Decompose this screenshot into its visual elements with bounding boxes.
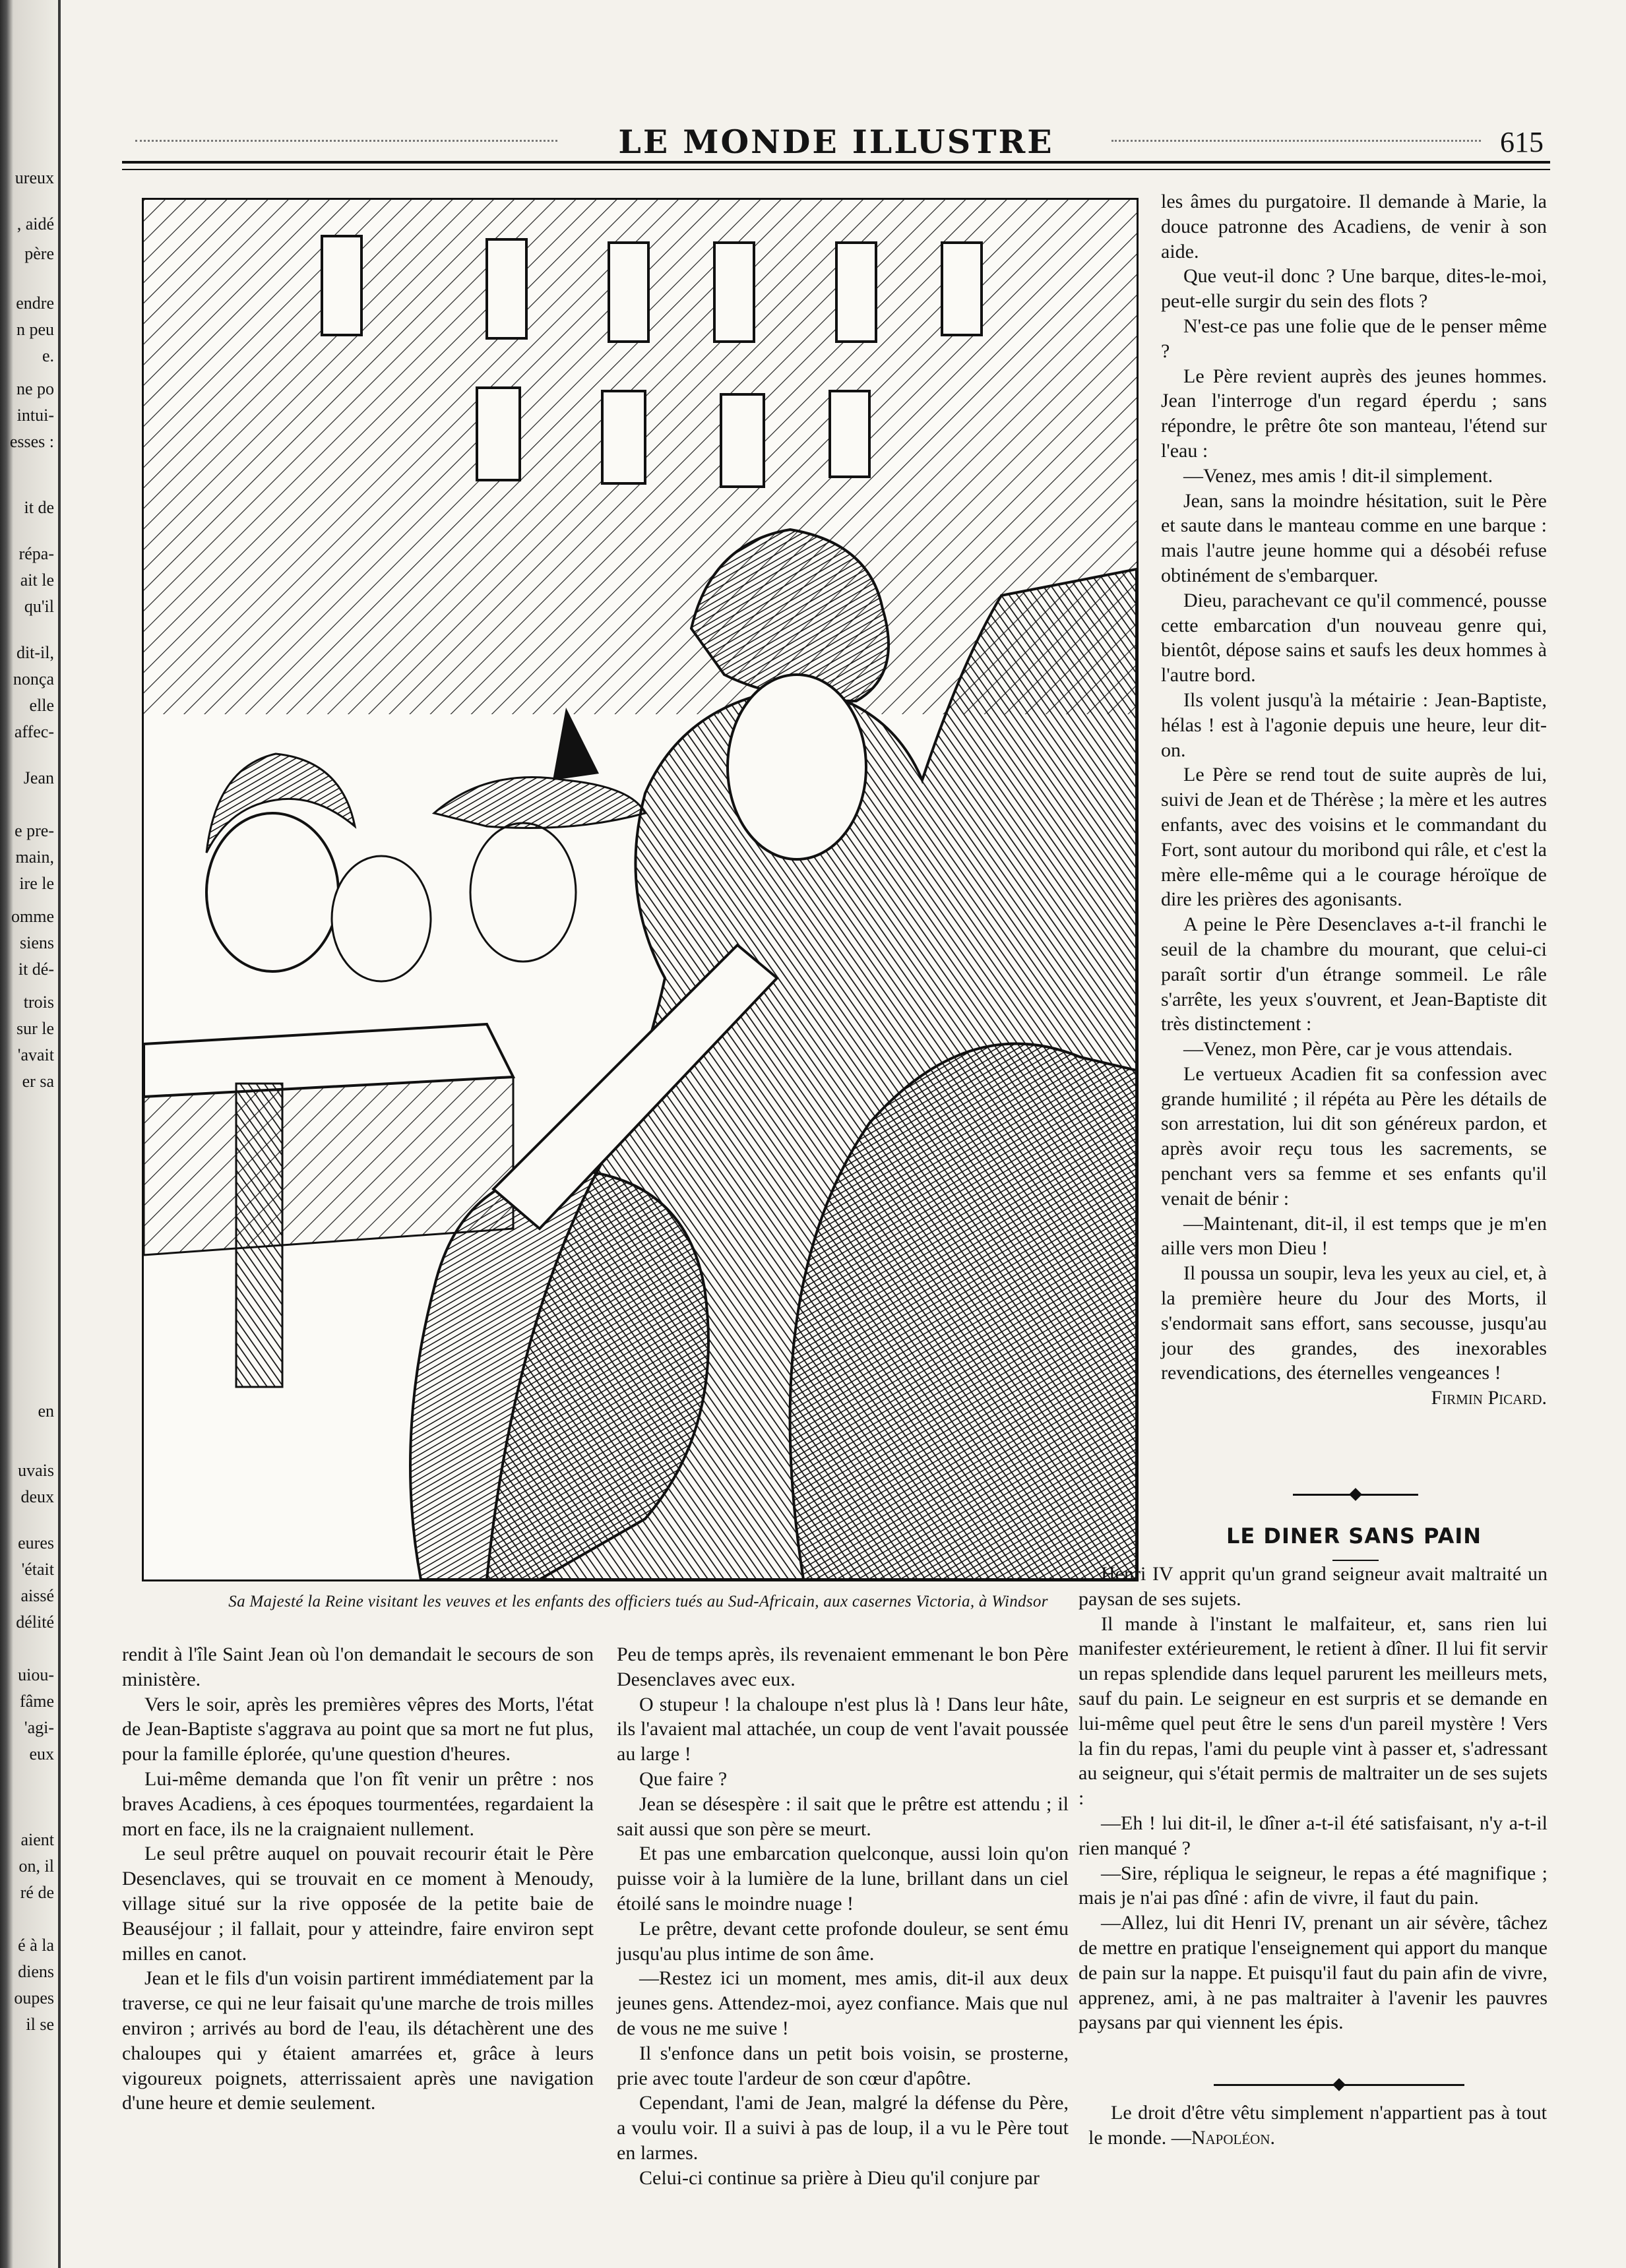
paragraph: —Venez, mon Père, car je vous attendais. — [1183, 1038, 1513, 1060]
fragment-line: esses : — [9, 432, 54, 451]
fragment-line: ait le — [20, 570, 54, 590]
fragment-line: affec- — [14, 722, 54, 741]
paragraph: Que faire ? — [639, 1767, 728, 1790]
paragraph: —Allez, lui dit Henri IV, prenant un air sévère, tâchez de mettre en pratique l'enseignement qui apport du manque de pain sur la nappe. Et puisqu'il faut du pain afin de vivre, apprenez, ami, à ne pas maltraiter à l'avenir les pauvres paysans par qui viennent les épis. — [1079, 1912, 1548, 2034]
paragraph: Jean se désespère : il sait que le prêtre est attendu ; il sait aussi que son père se meurt. — [617, 1793, 1069, 1840]
paragraph: —Venez, mes amis ! dit-il simplement. — [1183, 464, 1493, 487]
fragment-line: deux — [20, 1487, 54, 1506]
fragment-line: it dé- — [18, 960, 54, 979]
article-column-bottom-left — [122, 1642, 594, 2116]
page-number: 615 — [1500, 126, 1544, 158]
paragraph: Le prêtre, devant cette profonde douleur, se sent ému jusqu'au plus intime de son âme. — [617, 1917, 1069, 1965]
fragment-line: trois — [23, 993, 54, 1012]
paragraph: Lui-même demanda que l'on fît venir un prêtre : nos braves Acadiens, à ces époques tourmentées, regardaient la mort en face, ils ne la craignaient nullement. — [122, 1767, 594, 1840]
illustration-caption: Sa Majesté la Reine visitant les veuves et les enfants des officiers tués au Sud-Africain, aux casernes Victoria, à Windsor — [228, 1593, 1048, 1610]
fragment-line: 'agi- — [24, 1718, 54, 1737]
fragment-line: aissé — [20, 1586, 54, 1605]
quote-text: Le droit d'être vêtu simplement n'appartient pas à tout le monde. — — [1088, 2102, 1547, 2149]
fragment-line: main, — [15, 847, 54, 867]
paragraph: Celui-ci continue sa prière à Dieu qu'il conjure par — [639, 2166, 1040, 2189]
binding-edge — [58, 0, 61, 2268]
fragment-line: oupes — [14, 1988, 54, 2007]
paragraph: —Maintenant, dit-il, il est temps que je m'en aille vers mon Dieu ! — [1161, 1212, 1547, 1260]
fragment-line: ne po — [16, 379, 54, 398]
anecdote-column — [1079, 1562, 1548, 2035]
fragment-line: intui- — [16, 406, 54, 425]
fragment-line: é à la — [18, 1936, 54, 1955]
quote-author: Napoléon. — [1191, 2126, 1275, 2149]
fragment-line: ré de — [20, 1883, 54, 1902]
paragraph: Ils volent jusqu'à la métairie : Jean-Baptiste, hélas ! est à l'agonie depuis une heure, leur dit-on. — [1161, 689, 1547, 761]
fragment-line: elle — [29, 696, 54, 715]
engraving-drawing — [144, 200, 1137, 1579]
paragraph: Le Père se rend tout de suite auprès de lui, suivi de Jean et de Thérèse ; la mère et les autres enfants, avec des voisins et le commandant du Fort, sont autour du moribond qui râle, et c'est la mère elle-même qui a le courage héroïque de dire les prières des agonisants. — [1161, 764, 1547, 911]
quote-paragraph — [1088, 2100, 1547, 2151]
fragment-line: uvais — [18, 1461, 54, 1480]
fragment-line: en — [38, 1401, 54, 1421]
title-underline — [1332, 1560, 1379, 1561]
fragment-line: ureux — [15, 168, 54, 187]
fragment-line: il se — [26, 2015, 54, 2034]
header-rule-thin — [122, 169, 1550, 170]
paragraph: Peu de temps après, ils revenaient emmenant le bon Père Desenclaves avec eux. — [617, 1643, 1069, 1690]
section-title: LE DINER SANS PAIN — [1226, 1523, 1482, 1548]
fragment-line: diens — [18, 1962, 54, 1981]
article-column-right-top — [1161, 189, 1547, 1411]
fragment-line: uiou- — [18, 1665, 54, 1684]
fragment-line: 'était — [21, 1560, 54, 1579]
paragraph: Le vertueux Acadien fit sa confession avec grande humilité ; il répéta au Père les détails de son arrestation, lui dit son généreux pardon, et après avoir reçu tous les sacrements, se penchant vers sa femme et ses enfants qu'il venait de bénir : — [1161, 1062, 1547, 1210]
binding-shadow — [0, 0, 61, 2268]
fragment-line: qu'il — [24, 597, 54, 616]
quote-divider — [1214, 2084, 1464, 2086]
fragment-line: ire le — [19, 874, 54, 893]
paragraph: —Eh ! lui dit-il, le dîner a-t-il été satisfaisant, n'y a-t-il rien manqué ? — [1079, 1812, 1548, 1859]
paragraph: les âmes du purgatoire. Il demande à Marie, la douce patronne des Acadiens, de venir à son aide. — [1161, 191, 1547, 262]
fragment-line: it de — [24, 498, 54, 517]
section-divider — [1293, 1494, 1418, 1496]
paragraph: Dieu, parachevant ce qu'il commencé, pousse cette embarcation d'un nouveau genre qui, bientôt, dépose sains et saufs les deux hommes à l'autre bord. — [1161, 589, 1547, 687]
paragraph: N'est-ce pas une folie que de le penser même ? — [1161, 315, 1547, 362]
header-rule — [122, 161, 1550, 164]
fragment-line: endre — [16, 293, 54, 313]
fragment-line: 'avait — [17, 1045, 54, 1064]
fragment-line: eux — [29, 1744, 54, 1763]
fragment-line: sur le — [16, 1019, 54, 1038]
paragraph: Henri IV apprit qu'un grand seigneur avait maltraité un paysan de ses sujets. — [1079, 1563, 1548, 1610]
paragraph: rendit à l'île Saint Jean où l'on demandait le secours de son ministère. — [122, 1643, 594, 1690]
fragment-line: fâme — [20, 1692, 54, 1711]
fragment-line: siens — [20, 933, 54, 952]
fragment-line: Jean — [23, 768, 54, 787]
fragment-line: répa- — [18, 544, 54, 563]
paragraph: Il poussa un soupir, leva les yeux au ciel, et, à la première heure du Jour des Morts, il s'endormait sans effort, sans secousse, jusqu'au jour des grandes, des inexorables revendications, des éternelles vengeances ! — [1161, 1262, 1547, 1384]
fragment-line: père — [24, 244, 54, 263]
paragraph: —Restez ici un moment, mes amis, dit-il aux deux jeunes gens. Attendez-moi, ayez confiance. Mais que nul de vous ne me suive ! — [617, 1967, 1069, 2039]
fragment-line: on, il — [18, 1856, 54, 1876]
paragraph: Le Père revient auprès des jeunes hommes. Jean l'interroge d'un regard éperdu ; sans répondre, le prêtre ôte son manteau, l'étend sur l'eau : — [1161, 365, 1547, 462]
fragment-line: dit-il, — [16, 643, 54, 662]
engraving-illustration — [142, 198, 1139, 1581]
quotation — [1088, 2100, 1547, 2151]
fragment-line: n peu — [16, 320, 54, 339]
paragraph: Jean, sans la moindre hésitation, suit le Père et saute dans le manteau comme en une barque : mais l'autre jeune homme qui a désobéi refuse obtinément de s'embarquer. — [1161, 489, 1547, 586]
paragraph: Il s'enfonce dans un petit bois voisin, se prosterne, prie avec toute l'ardeur de son cœur d'apôtre. — [617, 2042, 1069, 2089]
fragment-line: er sa — [22, 1072, 54, 1091]
paragraph: Et pas une embarcation quelconque, aussi loin qu'on puisse voir à la lumière de la lune, brillant dans un ciel étoilé sans le moindre nuage ! — [617, 1843, 1069, 1915]
paragraph: Il mande à l'instant le malfaiteur, et, sans rien lui manifester extérieurement, le retient à dîner. Il lui fit servir un repas splendide dans lequel parurent les meilleurs mets, sauf du pain. Le seigneur en est surpris et se demande en lui-même quel peut être le sens d'un pareil mystère ! Vers la fin du repas, l'ami du peuple vint à passer et, s'adressant au seigneur, qui s'était permis de maltraiter un de ses sujets : — [1079, 1612, 1548, 1810]
paragraph: O stupeur ! la chaloupe n'est plus là ! Dans leur hâte, ils l'avaient mal attachée, un coup de vent l'avait poussée au large ! — [617, 1693, 1069, 1765]
paragraph: A peine le Père Desenclaves a-t-il franchi le seuil de la chambre du mourant, que celui-ci paraît sortir d'un étrange sommeil. Le râle s'arrête, les yeux s'ouvrent, et Jean-Baptiste dit très distinctement : — [1161, 913, 1547, 1035]
fragment-line: eures — [18, 1533, 54, 1552]
fragment-line: omme — [11, 907, 54, 926]
fragment-line: e pre- — [15, 821, 54, 840]
fragment-line: , aidé — [16, 214, 54, 233]
fragment-line: nonça — [13, 669, 54, 689]
author-signature: Firmin Picard. — [1431, 1387, 1547, 1409]
fragment-line: aient — [20, 1830, 54, 1849]
article-column-bottom-center — [617, 1642, 1069, 2191]
page-header — [122, 117, 1550, 164]
paragraph: Le seul prêtre auquel on pouvait recourir était le Père Desenclaves, qui se trouvait en ce moment à Menoudy, village situé sur la rive opposée de la petite baie de Beauséjour ; il fallait, pour y atteindre, faire environ sept milles en canot. — [122, 1843, 594, 1965]
paragraph: Que veut-il donc ? Une barque, dites-le-moi, peut-elle surgir du sein des flots ? — [1161, 265, 1547, 313]
paragraph: Jean et le fils d'un voisin partirent immédiatement par la traverse, ce qui ne leur faisait qu'une marche de trois milles environ ; arrivés au bord de l'eau, ils détachèrent une des chaloupes qui y étaient amarrées et, grâce à leurs vigoureux poignets, atterrissaient après une navigation d'une heure et demie seulement. — [122, 1967, 594, 2114]
paragraph: —Sire, répliqua le seigneur, le repas a été magnifique ; mais je n'ai pas dîné : afin de vivre, il faut du pain. — [1079, 1862, 1548, 1909]
masthead-title: LE MONDE ILLUSTRE — [618, 123, 1054, 161]
paragraph: Vers le soir, après les premières vêpres des Morts, l'état de Jean-Baptiste s'aggrava au point que sa mort ne fut plus, pour la famille éplorée, qu'une question d'heures. — [122, 1693, 594, 1765]
fragment-line: délité — [16, 1612, 54, 1632]
fragment-line: e. — [42, 346, 54, 365]
paragraph: Cependant, l'ami de Jean, malgré la défense du Père, a voulu voir. Il a suivi à pas de loup, il a vu le Père tout en larmes. — [617, 2092, 1069, 2164]
